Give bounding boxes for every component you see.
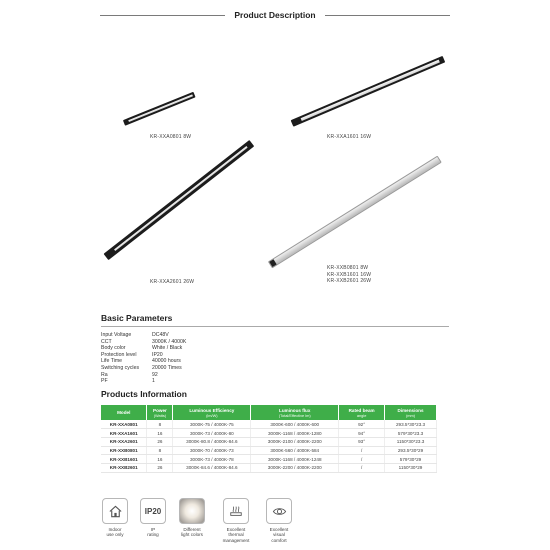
table-cell: 293.5*30*29 (385, 446, 437, 455)
product-label-xxa1601: KR-XXA1601 16W (327, 134, 372, 140)
product-image-xxb (268, 156, 442, 269)
product-label-xxb1601: KR-XXB1601 16W (327, 271, 372, 278)
feature-label-line: rating (147, 532, 159, 538)
feature-label-line: management (222, 537, 250, 543)
table-cell: 579*30*23.3 (385, 429, 437, 438)
table-cell: 8 (147, 446, 173, 455)
table-cell: 3000K-1168 / 4000K-1280 (251, 429, 339, 438)
parameter-key: Input Voltage (101, 332, 132, 338)
feature-label (138, 527, 168, 538)
table-header-row (101, 405, 437, 420)
lamp-endcap (269, 259, 276, 267)
column-header-sub: (Total/Effective lm) (278, 412, 311, 418)
product-label-xxa2601: KR-XXA2601 26W (150, 279, 195, 285)
column-header-main: Dimensions (397, 407, 424, 413)
feature-label (264, 527, 294, 543)
table-cell: 3000K-70 / 4000K-73 (173, 446, 251, 455)
table-row (101, 437, 437, 446)
table-cell: 579*30*29 (385, 455, 437, 464)
product-image-xxa1601 (291, 56, 446, 127)
parameter-value: White / Black (152, 345, 183, 352)
product-image-xxa2601 (104, 140, 255, 260)
column-header-sub: (mm) (405, 412, 416, 418)
table-cell: 1150*30*23.3 (385, 437, 437, 446)
table-row (101, 420, 437, 429)
parameter-key: Body color (101, 345, 126, 352)
feature-label-line: Different (183, 527, 201, 532)
table-cell: 3000K-73 / 4000K-80 (173, 429, 251, 438)
parameter-row (101, 358, 186, 365)
model-cell: KR-XXA0801 (101, 420, 147, 429)
feature-indoor (100, 498, 130, 538)
products-information-title: Products Information (101, 389, 187, 399)
table-cell: 3000K-1168 / 4000K-1248 (251, 455, 339, 464)
parameter-key: Protection level (101, 351, 137, 358)
house-icon (102, 498, 128, 524)
table-cell: 3000K-84.6 / 4000K-84.6 (173, 463, 251, 472)
table-cell: 3000K-2100 / 4000K-2200 (251, 437, 339, 446)
parameter-value: IP20 (152, 351, 163, 358)
parameter-key: CCT (101, 338, 112, 345)
feature-label-line: Excellent (269, 527, 289, 532)
light-color-icon (179, 498, 205, 524)
table-cell: 16 (147, 429, 173, 438)
model-cell: KR-XXA1601 (101, 429, 147, 438)
basic-parameters-title: Basic Parameters (101, 313, 173, 323)
table-cell: 3000K-2200 / 4000K-2200 (251, 463, 339, 472)
feature-label-line: IP (150, 527, 156, 532)
feature-label (100, 527, 130, 538)
parameter-value: DC48V (152, 332, 169, 338)
ip20-badge-text: IP20 (144, 506, 162, 516)
model-cell: KR-XXA2601 (101, 437, 147, 446)
product-label-xxb0801: KR-XXB0801 8W (327, 265, 369, 271)
basic-parameters-rule (101, 326, 449, 327)
table-cell: / (339, 463, 385, 472)
table-cell: 3000K-600 / 4000K-600 (251, 420, 339, 429)
section-header (100, 8, 450, 22)
table-cell: 3000K-560 / 4000K-584 (251, 446, 339, 455)
feature-label-line: use only (106, 532, 124, 538)
feature-label-line: Indoor (108, 527, 122, 532)
parameter-value: 40000 hours (152, 358, 181, 365)
model-cell: KR-XXB0801 (101, 446, 147, 455)
table-cell: 3000K-73 / 4000K-78 (173, 455, 251, 464)
product-label-xxb2601: KR-XXB2601 26W (327, 278, 372, 284)
product-label-xxb (327, 265, 371, 285)
column-header-sub: angle (356, 412, 367, 418)
parameter-key: PF (101, 378, 108, 385)
table-cell: / (339, 446, 385, 455)
table-cell: 26 (147, 437, 173, 446)
table-cell: 8 (147, 420, 173, 429)
parameter-row (101, 372, 186, 379)
parameter-key: Switching cycles (101, 364, 140, 371)
column-header (101, 405, 147, 420)
feature-ip20 (138, 498, 168, 538)
parameter-row (101, 345, 186, 352)
feature-thermal (221, 498, 251, 543)
column-header (147, 405, 173, 420)
page-title: Product Description (225, 8, 325, 22)
product-label-xxa0801: KR-XXA0801 8W (150, 134, 192, 140)
table-cell: 3000K-80.8 / 4000K-84.6 (173, 437, 251, 446)
model-cell: KR-XXB2601 (101, 463, 147, 472)
products-information-table (101, 405, 437, 473)
feature-label-line: light colors (181, 532, 203, 538)
feature-label-line: comfort (271, 537, 287, 543)
parameter-value: 3000K / 4000K (152, 338, 187, 345)
column-header-main: Luminous flux (279, 407, 311, 413)
parameter-row (101, 365, 186, 372)
feature-light-colors (177, 498, 207, 538)
column-header-main: Rated beam (348, 407, 375, 413)
feature-label-line: visual (273, 532, 285, 538)
table-cell: 3000K-75 / 4000K-75 (173, 420, 251, 429)
parameter-key: Ra (101, 371, 108, 378)
parameter-key: Life Time (101, 358, 123, 365)
table-cell: 293.5*30*23.3 (385, 420, 437, 429)
feature-label (177, 527, 207, 538)
table-cell: 94° (339, 429, 385, 438)
column-header-main: Power (153, 407, 167, 413)
column-header-main: Luminous Efficiency (189, 407, 235, 413)
parameter-row (101, 352, 186, 359)
column-header (251, 405, 339, 420)
parameter-value: 1 (152, 378, 155, 385)
feature-label (221, 527, 251, 543)
feature-label-line: Excellent (226, 527, 246, 532)
parameter-value: 92 (152, 371, 158, 378)
table-cell: 26 (147, 463, 173, 472)
column-header (385, 405, 437, 420)
table-row (101, 446, 437, 455)
thermal-icon (223, 498, 249, 524)
table-row (101, 429, 437, 438)
ip20-icon (140, 498, 166, 524)
column-header-main: Model (117, 410, 131, 415)
eye-icon (266, 498, 292, 524)
product-image-xxa0801 (123, 92, 196, 126)
column-header-sub: (Watts) (153, 412, 167, 418)
model-cell: KR-XXB1601 (101, 455, 147, 464)
table-cell: / (339, 455, 385, 464)
feature-label-line: thermal (228, 532, 244, 538)
column-header (339, 405, 385, 420)
parameter-row (101, 378, 186, 385)
feature-visual-comfort (264, 498, 294, 543)
parameter-row (101, 332, 186, 339)
column-header (173, 405, 251, 420)
table-cell: 16 (147, 455, 173, 464)
column-header-sub: (lm/W) (206, 412, 218, 418)
parameter-value: 20000 Times (152, 364, 182, 371)
basic-parameters-list (101, 332, 186, 385)
table-cell: 1150*30*29 (385, 463, 437, 472)
parameter-row (101, 339, 186, 346)
table-row (101, 463, 437, 472)
table-cell: 92° (339, 420, 385, 429)
table-cell: 93° (339, 437, 385, 446)
table-row (101, 455, 437, 464)
